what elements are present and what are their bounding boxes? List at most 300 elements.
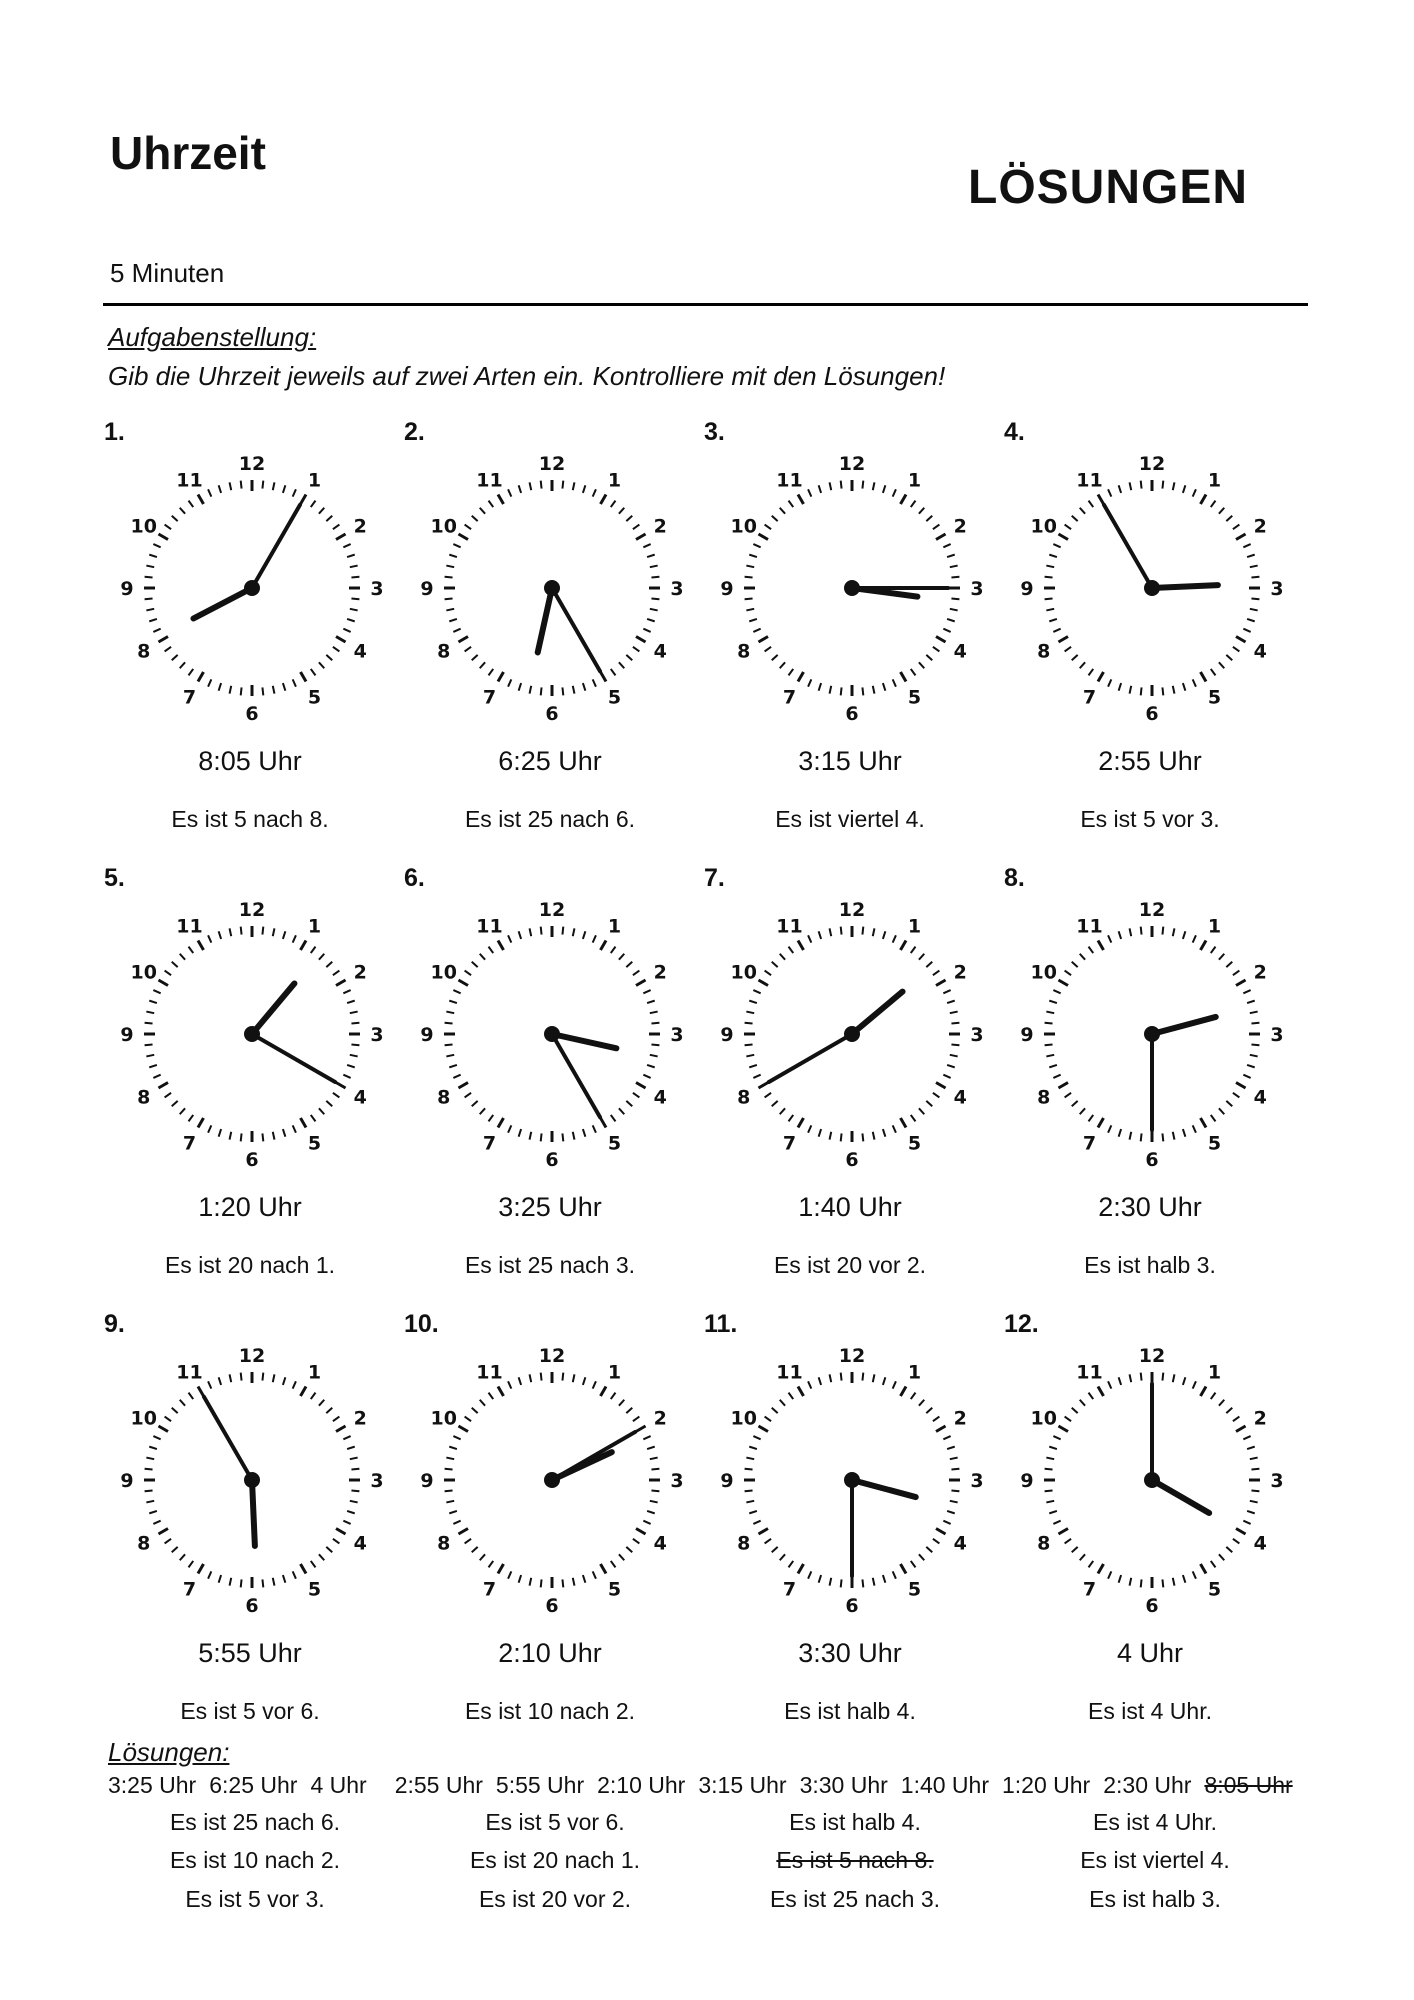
clock-number: 1 [1207, 1361, 1222, 1384]
minute-tick [780, 662, 785, 668]
minute-tick [626, 655, 632, 660]
hour-tick [1236, 637, 1246, 643]
minute-tick [1053, 544, 1060, 547]
minute-tick [651, 1044, 659, 1045]
hour-tick [901, 1564, 907, 1574]
hour-tick [458, 534, 468, 540]
exercise-number: 8. [1004, 864, 1025, 892]
minute-tick [219, 1129, 221, 1137]
minute-tick [883, 1129, 885, 1137]
minute-tick [1119, 485, 1121, 493]
clock-number: 9 [120, 1024, 134, 1046]
minute-tick [480, 1400, 485, 1406]
minute-tick [1247, 1001, 1255, 1003]
minute-tick [943, 1521, 950, 1524]
minute-tick [765, 1093, 771, 1098]
clock-number: 7 [182, 1578, 197, 1601]
minute-tick [153, 1075, 160, 1078]
hour-tick [158, 534, 168, 540]
minute-tick [1119, 931, 1121, 939]
hour-hand [538, 588, 552, 652]
clock-number: 10 [1030, 961, 1057, 984]
clock-number: 7 [182, 686, 197, 709]
clock-number: 7 [482, 1578, 497, 1601]
minute-tick [926, 655, 932, 660]
digital-time: 3:25 Uhr [498, 1192, 602, 1222]
clock-face [1000, 1340, 1300, 1620]
clock-number: 3 [670, 578, 684, 600]
minute-tick [145, 1490, 153, 1491]
minute-tick [489, 501, 494, 507]
minute-tick [611, 1561, 616, 1567]
minute-tick [780, 954, 785, 960]
clock-number: 5 [1207, 1132, 1222, 1155]
minute-tick [1130, 686, 1132, 694]
minute-tick [508, 1571, 511, 1578]
minute-tick [319, 662, 324, 668]
minute-tick [453, 1075, 460, 1078]
hour-hand [1152, 1480, 1209, 1513]
minute-tick [765, 971, 771, 976]
minute-tick [165, 647, 171, 652]
minute-tick [893, 1381, 896, 1388]
minute-tick [933, 525, 939, 530]
minute-tick [541, 927, 542, 935]
minute-tick [951, 598, 959, 599]
clock-number: 7 [782, 1578, 797, 1601]
minute-tick [911, 1561, 916, 1567]
minute-tick [626, 516, 632, 521]
minute-hand [252, 505, 300, 588]
clock-face [700, 894, 1000, 1174]
minute-tick [1243, 629, 1250, 632]
solution-phrase: Es ist 10 nach 2. [169, 1847, 341, 1873]
minute-tick [626, 1408, 632, 1413]
minute-tick [745, 1023, 753, 1024]
minute-tick [749, 619, 757, 621]
hour-tick [601, 940, 607, 950]
minute-tick [445, 598, 453, 599]
clock-number: 7 [782, 1132, 797, 1155]
clock-number: 4 [653, 1086, 667, 1109]
minute-tick [950, 609, 958, 611]
hour-tick [1236, 1083, 1246, 1089]
clock-number: 5 [907, 1132, 922, 1155]
minute-tick [947, 619, 955, 621]
minute-tick [326, 1408, 332, 1413]
minute-tick [1233, 971, 1239, 976]
clock-number: 2 [353, 1407, 367, 1430]
minute-tick [947, 555, 955, 557]
minute-tick [1211, 1393, 1216, 1399]
minute-tick [480, 954, 485, 960]
minute-tick [1108, 679, 1111, 686]
minute-tick [1045, 1044, 1053, 1045]
minute-tick [347, 1001, 355, 1003]
minute-tick [765, 525, 771, 530]
clock-number: 10 [430, 961, 457, 984]
minute-tick [753, 544, 760, 547]
minute-tick [333, 647, 339, 652]
minute-tick [593, 1381, 596, 1388]
clock-face [700, 448, 1000, 728]
minute-tick [765, 647, 771, 652]
exercise-1 [100, 418, 400, 858]
hour-tick [798, 1118, 804, 1128]
minute-tick [573, 686, 575, 694]
minute-tick [146, 566, 154, 568]
minute-tick [149, 1065, 157, 1067]
minute-tick [445, 1023, 453, 1024]
minute-tick [480, 1554, 485, 1560]
time-in-words: Es ist halb 3. [1084, 1252, 1216, 1278]
clock-center-pin [844, 580, 860, 596]
minute-tick [1089, 1115, 1094, 1121]
minute-tick [1130, 482, 1132, 490]
hour-tick [158, 1426, 168, 1432]
minute-tick [283, 931, 285, 939]
minute-tick [1226, 1101, 1232, 1106]
minute-tick [862, 481, 863, 489]
minute-tick [780, 508, 785, 514]
minute-tick [633, 1093, 639, 1098]
hour-tick [936, 980, 946, 986]
minute-tick [172, 655, 178, 660]
minute-tick [650, 609, 658, 611]
minute-tick [446, 1501, 454, 1503]
minute-tick [1141, 927, 1142, 935]
minute-tick [772, 1101, 778, 1106]
clock-number: 7 [1082, 1578, 1097, 1601]
minute-tick [530, 686, 532, 694]
minute-tick [746, 1012, 754, 1014]
clock-number: 1 [907, 1361, 922, 1384]
minute-tick [593, 489, 596, 496]
hour-tick [758, 1426, 768, 1432]
clock-number: 9 [420, 1470, 434, 1492]
minute-tick [153, 1436, 160, 1439]
minute-tick [841, 481, 842, 489]
clock-number: 6 [245, 1149, 259, 1171]
clock-number: 12 [238, 453, 266, 475]
minute-tick [647, 555, 655, 557]
minute-tick [1119, 1129, 1121, 1137]
minute-tick [862, 1133, 863, 1141]
divider-line [103, 303, 1308, 306]
minute-tick [562, 1133, 563, 1141]
clock-number: 1 [607, 915, 622, 938]
solution-time: 8:05 Uhr [1204, 1772, 1293, 1798]
minute-tick [480, 1108, 485, 1114]
hour-tick [1236, 980, 1246, 986]
clock-number: 11 [476, 915, 503, 938]
solution-phrase: Es ist viertel 4. [1080, 1847, 1230, 1873]
minute-tick [1183, 1377, 1185, 1385]
clock-number: 9 [420, 578, 434, 600]
hour-tick [336, 1083, 346, 1089]
digital-time: 1:40 Uhr [798, 1192, 902, 1222]
minute-tick [347, 1511, 355, 1513]
minute-tick [583, 683, 585, 691]
minute-tick [311, 501, 316, 507]
minute-tick [189, 947, 194, 953]
hour-tick [336, 1426, 346, 1432]
hour-tick [798, 494, 804, 504]
minute-tick [1211, 1561, 1216, 1567]
minute-tick [1219, 1554, 1224, 1560]
minute-tick [1183, 1129, 1185, 1137]
minute-tick [772, 962, 778, 967]
hour-tick [936, 1529, 946, 1535]
minute-tick [1173, 1578, 1175, 1586]
minute-tick [319, 1108, 324, 1114]
minute-tick [230, 686, 232, 694]
minute-tick [808, 1571, 811, 1578]
minute-tick [746, 1501, 754, 1503]
minute-tick [262, 1373, 263, 1381]
hour-tick [158, 637, 168, 643]
minute-tick [562, 481, 563, 489]
minute-tick [745, 1490, 753, 1491]
minute-tick [1080, 954, 1085, 960]
minute-tick [789, 1561, 794, 1567]
minute-tick [643, 1075, 650, 1078]
minute-tick [241, 1373, 242, 1381]
clock-number: 8 [137, 1532, 151, 1555]
minute-tick [1162, 1373, 1163, 1381]
clock-number: 2 [1253, 961, 1267, 984]
exercise-number: 12. [1004, 1310, 1039, 1338]
minute-tick [319, 508, 324, 514]
minute-tick [1251, 598, 1259, 599]
minute-tick [208, 935, 211, 942]
minute-tick [519, 1575, 521, 1583]
minute-tick [626, 962, 632, 967]
minute-tick [208, 489, 211, 496]
minute-tick [311, 1115, 316, 1121]
hour-tick [301, 672, 307, 682]
hour-tick [901, 1386, 907, 1396]
minute-tick [1080, 1554, 1085, 1560]
minute-tick [1049, 1511, 1057, 1513]
minute-hand [769, 1034, 852, 1082]
minute-tick [830, 1132, 832, 1140]
minute-tick [165, 1539, 171, 1544]
minute-tick [651, 1490, 659, 1491]
hour-tick [458, 637, 468, 643]
minute-tick [1049, 619, 1057, 621]
clock-number: 9 [120, 578, 134, 600]
minute-tick [1233, 1093, 1239, 1098]
minute-tick [819, 931, 821, 939]
minute-tick [651, 1469, 659, 1470]
minute-tick [789, 1393, 794, 1399]
clock-number: 12 [1138, 1345, 1166, 1367]
clock-number: 9 [1020, 1024, 1034, 1046]
exercise-5 [100, 864, 400, 1304]
minute-tick [841, 1579, 842, 1587]
hour-tick [798, 672, 804, 682]
clock-number: 1 [907, 469, 922, 492]
minute-tick [830, 1578, 832, 1586]
clock-number: 6 [1145, 1149, 1159, 1171]
hour-tick [498, 494, 504, 504]
clock-number: 11 [1076, 469, 1103, 492]
minute-tick [273, 928, 275, 936]
minute-tick [146, 1055, 154, 1057]
minute-tick [619, 508, 624, 514]
minute-tick [819, 485, 821, 493]
clock-number: 7 [482, 686, 497, 709]
minute-tick [219, 485, 221, 493]
minute-tick [145, 1023, 153, 1024]
hour-tick [336, 637, 346, 643]
minute-tick [1072, 1547, 1078, 1552]
hour-tick [758, 1083, 768, 1089]
minute-tick [530, 1578, 532, 1586]
clock-number: 6 [545, 703, 559, 725]
minute-tick [808, 489, 811, 496]
hour-tick [158, 1083, 168, 1089]
minute-tick [611, 1115, 616, 1121]
hour-tick [336, 980, 346, 986]
minute-tick [1247, 555, 1255, 557]
minute-tick [883, 1377, 885, 1385]
minute-tick [1193, 1571, 1196, 1578]
minute-tick [619, 1108, 624, 1114]
hour-tick [1201, 940, 1207, 950]
hour-tick [1058, 1529, 1068, 1535]
clock-number: 1 [607, 1361, 622, 1384]
digital-time: 5:55 Uhr [198, 1638, 302, 1668]
minute-tick [873, 482, 875, 490]
hour-hand [252, 983, 294, 1034]
hour-tick [301, 1386, 307, 1396]
minute-tick [943, 1075, 950, 1078]
minute-tick [862, 687, 863, 695]
time-in-words: Es ist 5 vor 3. [1080, 806, 1220, 832]
clock-number: 1 [1207, 469, 1222, 492]
time-in-words: Es ist 25 nach 3. [464, 1252, 636, 1278]
minute-tick [449, 619, 457, 621]
minute-tick [1141, 687, 1142, 695]
minute-tick [619, 662, 624, 668]
minute-tick [519, 1129, 521, 1137]
hour-hand [252, 1480, 255, 1546]
minute-tick [1045, 1023, 1053, 1024]
hour-tick [601, 672, 607, 682]
minute-tick [749, 1511, 757, 1513]
minute-tick [745, 1044, 753, 1045]
clock-number: 5 [607, 686, 622, 709]
minute-tick [449, 1511, 457, 1513]
clock-number: 4 [653, 1532, 667, 1555]
hour-tick [301, 940, 307, 950]
hour-tick [1058, 534, 1068, 540]
minute-tick [541, 687, 542, 695]
minute-tick [947, 1065, 955, 1067]
minute-tick [780, 1108, 785, 1114]
hour-tick [758, 980, 768, 986]
clock-number: 5 [307, 1132, 322, 1155]
clock-number: 6 [1145, 703, 1159, 725]
clock-number: 2 [653, 515, 667, 538]
hour-tick [636, 980, 646, 986]
minute-tick [772, 516, 778, 521]
minute-tick [911, 1393, 916, 1399]
minute-tick [519, 931, 521, 939]
clock-number: 4 [953, 1532, 967, 1555]
hour-hand [852, 992, 903, 1034]
minute-tick [1251, 1490, 1259, 1491]
minute-tick [293, 935, 296, 942]
minute-tick [647, 619, 655, 621]
hour-tick [1236, 1426, 1246, 1432]
minute-tick [562, 1579, 563, 1587]
minute-tick [1211, 1115, 1216, 1121]
minute-tick [1065, 1539, 1071, 1544]
hour-tick [301, 1118, 307, 1128]
clock-number: 4 [1253, 1532, 1267, 1555]
hour-tick [498, 1118, 504, 1128]
hour-tick [1098, 494, 1104, 504]
minute-tick [508, 489, 511, 496]
minute-tick [1226, 962, 1232, 967]
clock-number: 11 [776, 469, 803, 492]
hour-tick [1058, 637, 1068, 643]
minute-tick [1250, 1458, 1258, 1460]
minute-tick [749, 1447, 757, 1449]
minute-tick [633, 1417, 639, 1422]
clock-number: 4 [1253, 1086, 1267, 1109]
clock-number: 9 [1020, 1470, 1034, 1492]
clock-number: 4 [953, 1086, 967, 1109]
minute-tick [951, 1469, 959, 1470]
minute-tick [933, 1417, 939, 1422]
minute-tick [1226, 1408, 1232, 1413]
minute-tick [230, 1578, 232, 1586]
minute-tick [893, 679, 896, 686]
minute-tick [351, 1044, 359, 1045]
minute-tick [830, 686, 832, 694]
minute-tick [947, 1447, 955, 1449]
clock-number: 6 [545, 1149, 559, 1171]
clock-number: 4 [653, 640, 667, 663]
minute-tick [1141, 1579, 1142, 1587]
minute-tick [219, 931, 221, 939]
minute-tick [1250, 566, 1258, 568]
hour-tick [1201, 1564, 1207, 1574]
minute-tick [830, 1374, 832, 1382]
minute-tick [1219, 1400, 1224, 1406]
minute-tick [1049, 1065, 1057, 1067]
hour-tick [498, 672, 504, 682]
minute-tick [1193, 935, 1196, 942]
clock-number: 2 [653, 961, 667, 984]
minute-tick [1251, 1044, 1259, 1045]
minute-tick [593, 1125, 596, 1132]
minute-tick [911, 501, 916, 507]
hour-tick [901, 940, 907, 950]
solution-time: 1:20 Uhr [1002, 1772, 1091, 1798]
minute-tick [489, 1393, 494, 1399]
minute-tick [611, 1393, 616, 1399]
minute-tick [489, 669, 494, 675]
minute-tick [149, 619, 157, 621]
exercise-7 [700, 864, 1000, 1304]
minute-tick [611, 669, 616, 675]
minute-tick [1089, 669, 1094, 675]
